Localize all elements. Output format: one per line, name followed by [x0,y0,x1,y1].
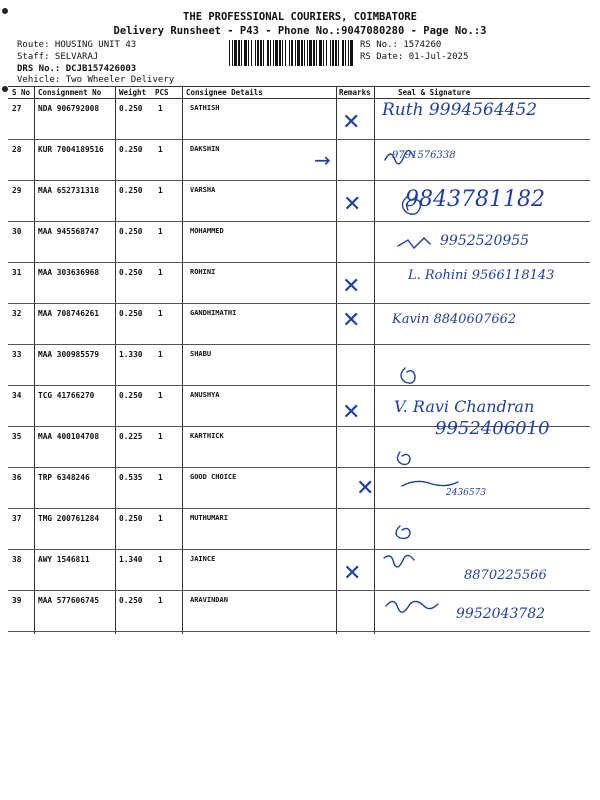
col-header-consignee: Consignee Details [186,88,263,97]
weight-cell: 0.250 [119,186,143,195]
consignment-number: KUR 7004189516 [38,145,104,154]
col-header-seal-signature: Seal & Signature [398,88,471,97]
pcs-cell: 1 [158,432,163,441]
signature-row-32: Kavin 8840607662 [392,312,517,327]
consignee-name: GOOD CHOICE [190,473,237,481]
remark-cross-mark: ✕ [343,192,362,217]
barcode-bar [238,40,240,66]
punch-hole-mark [2,8,8,14]
weight-cell: 0.250 [119,104,143,113]
sno-cell: 28 [12,145,22,154]
barcode-bar [241,40,242,66]
sno-cell: 33 [12,350,22,359]
col-header-remarks: Remarks [339,88,371,97]
signature-row-34: V. Ravi Chandran [394,397,535,416]
barcode-bar [289,40,290,66]
signature-row-35: 9952406010 [435,418,550,439]
remark-cross-mark: ✕ [342,308,361,333]
pcs-cell: 1 [158,268,163,277]
rs-number: RS No.: 1574260 [360,40,442,50]
barcode-bar [304,40,305,66]
sno-cell: 39 [12,596,22,605]
signature-row-31: L. Rohini 9566118143 [408,268,555,283]
consignment-number: MAA 652731318 [38,186,100,195]
col-header-sno: S No [12,88,31,97]
col-header-weight: Weight [119,88,147,97]
consignment-number: MAA 708746261 [38,309,100,318]
signature-row-27: Ruth 9994564452 [382,100,538,120]
consignee-name: VARSHA [190,186,216,194]
table-row [8,344,590,386]
barcode-bar [229,40,230,66]
signature-row-30: 9952520955 [440,233,530,249]
barcode-bar [251,40,252,66]
barcode-bar [316,40,317,66]
weight-cell: 0.250 [119,309,143,318]
barcode-bar [350,40,353,66]
consignment-number: MAA 303636968 [38,268,100,277]
signature-row-38: 8870225566 [464,568,547,583]
weight-cell: 0.250 [119,596,143,605]
drs-number: DRS No.: DCJB157426003 [17,64,137,74]
consignment-number: TRP 6348246 [38,473,90,482]
staff-label: Staff: SELVARAJ [17,52,99,62]
barcode-bar [291,40,293,66]
barcode-bar [267,40,269,66]
pcs-cell: 1 [158,145,163,154]
consignee-name: SHABU [190,350,212,358]
barcode-bar [295,40,296,66]
barcode-bar [332,40,334,66]
sno-cell: 30 [12,227,22,236]
consignee-name: DAKSHIN [190,145,220,153]
col-header-pcs: PCS [155,88,169,97]
pcs-cell: 1 [158,514,163,523]
sno-cell: 27 [12,104,22,113]
weight-cell: 1.340 [119,555,143,564]
remark-cross-mark: ✕ [356,476,375,501]
barcode-bar [307,40,308,66]
barcode-bar [282,40,283,66]
barcode-bar [248,40,249,66]
remark-cross-mark: ✕ [342,400,361,425]
consignee-name: ROHINI [190,268,216,276]
consignee-name: ANUSHYA [190,391,220,399]
sno-cell: 35 [12,432,22,441]
consignee-name: MUTHUMARI [190,514,228,522]
weight-cell: 0.250 [119,514,143,523]
barcode-bar [273,40,274,66]
consignment-number: TCG 41766270 [38,391,95,400]
remark-cross-mark: ✕ [343,561,362,586]
barcode-bar [313,40,315,66]
weight-cell: 1.330 [119,350,143,359]
runsheet-subtitle: Delivery Runsheet - P43 - Phone No.:9047080280 - Page No.:3 [113,25,487,37]
consignee-name: MOHAMMED [190,227,224,235]
pcs-cell: 1 [158,350,163,359]
sno-cell: 37 [12,514,22,523]
consignment-number: MAA 577606745 [38,596,100,605]
sno-cell: 38 [12,555,22,564]
consignee-name: GANDHIMATHI [190,309,237,317]
barcode-bar [257,40,259,66]
pcs-cell: 1 [158,186,163,195]
consignee-name: SATHISH [190,104,220,112]
barcode-bar [345,40,346,66]
remark-cross-mark: ✕ [342,110,361,135]
table-top-border [8,86,590,87]
pcs-cell: 1 [158,227,163,236]
weight-cell: 0.250 [119,268,143,277]
barcode-bar [323,40,324,66]
weight-cell: 0.250 [119,227,143,236]
barcode-image [228,40,356,66]
sno-cell: 32 [12,309,22,318]
barcode-bar [275,40,278,66]
barcode-bar [297,40,300,66]
barcode-bar [232,40,233,66]
pcs-cell: 1 [158,104,163,113]
pcs-cell: 1 [158,596,163,605]
signature-row-28: 9791576338 [392,150,456,161]
barcode-bar [301,40,303,66]
barcode-bar [330,40,331,66]
remark-cross-mark: ✕ [342,274,361,299]
barcode-bar [270,40,271,66]
barcode-bar [326,40,327,66]
barcode-bar [234,40,237,66]
sno-cell: 36 [12,473,22,482]
weight-cell: 0.250 [119,145,143,154]
rs-date: RS Date: 01-Jul-2025 [360,52,469,62]
consignment-number: MAA 300985579 [38,350,100,359]
remark-arrow-mark: → [314,148,331,172]
table-row [8,467,590,509]
col-header-consignment: Consignment No [38,88,102,97]
company-title: THE PROFESSIONAL COURIERS, COIMBATORE [183,11,417,23]
consignment-number: NDA 906792008 [38,104,100,113]
barcode-bar [335,40,337,66]
barcode-bar [279,40,281,66]
pcs-cell: 1 [158,309,163,318]
signature-row-29: 9843781182 [405,187,545,212]
barcode-bar [244,40,247,66]
signature-row-36: 2436573 [446,488,487,498]
vehicle-label: Vehicle: Two Wheeler Delivery [17,75,175,85]
barcode-bar [263,40,264,66]
signature-row-39: 9952043782 [456,606,546,622]
weight-cell: 0.535 [119,473,143,482]
consignment-number: TMG 200761284 [38,514,100,523]
barcode-bar [260,40,262,66]
barcode-bar [342,40,344,66]
pcs-cell: 1 [158,555,163,564]
table-row [8,139,590,181]
barcode-bar [285,40,286,66]
sno-cell: 34 [12,391,22,400]
pcs-cell: 1 [158,391,163,400]
consignment-number: MAA 945568747 [38,227,100,236]
consignee-name: JAINCE [190,555,216,563]
weight-cell: 0.250 [119,391,143,400]
consignment-number: MAA 400104708 [38,432,100,441]
barcode-bar [338,40,339,66]
sno-cell: 31 [12,268,22,277]
table-row [8,508,590,550]
consignment-number: AWY 1546811 [38,555,90,564]
pcs-cell: 1 [158,473,163,482]
consignee-name: KARTHICK [190,432,224,440]
barcode-bar [319,40,322,66]
barcode-bar [348,40,349,66]
barcode-bar [255,40,256,66]
weight-cell: 0.225 [119,432,143,441]
route-label: Route: HOUSING UNIT 43 [17,40,137,50]
barcode-bar [309,40,312,66]
sno-cell: 29 [12,186,22,195]
consignee-name: ARAVINDAN [190,596,228,604]
